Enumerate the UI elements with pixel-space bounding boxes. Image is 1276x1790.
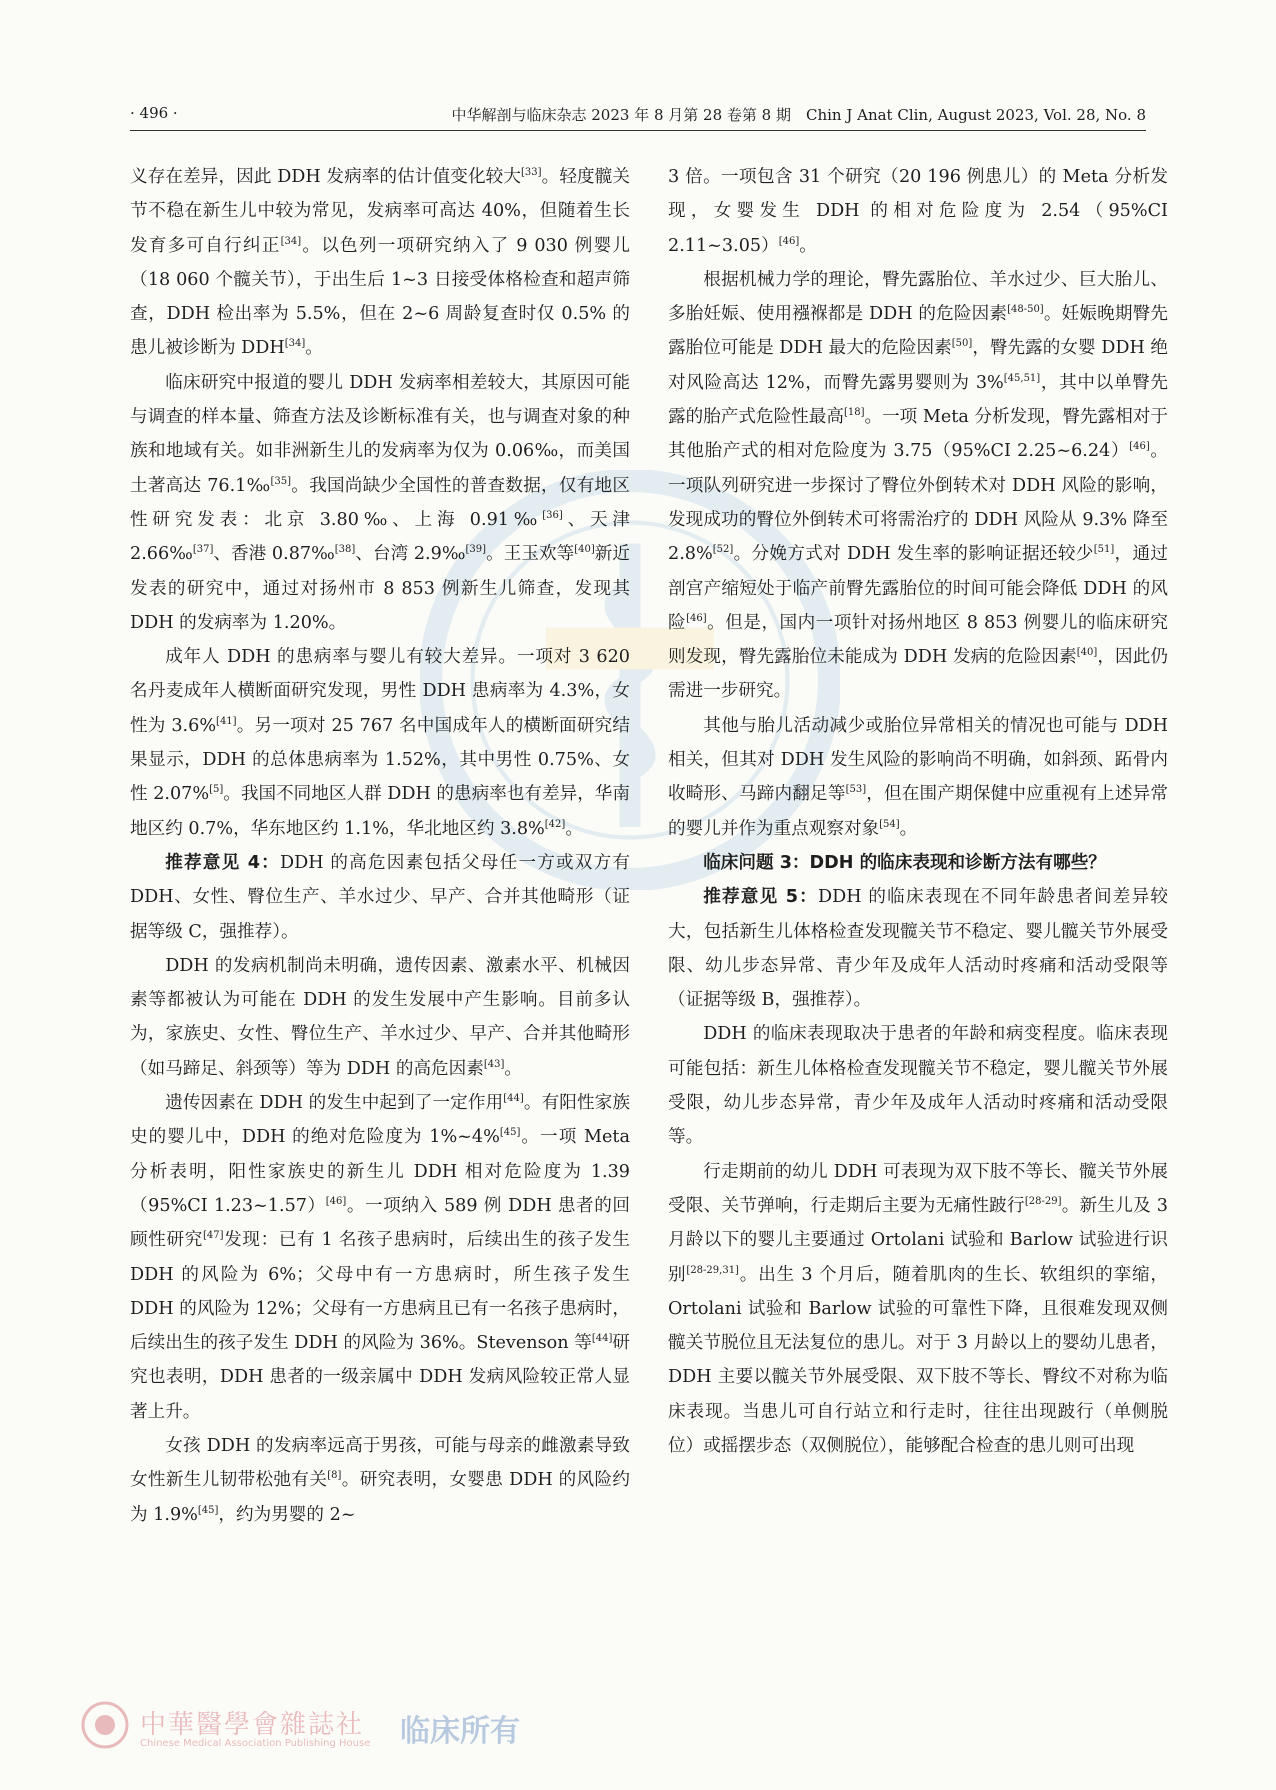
paragraph-text: 。妊娠晚期臀先露胎位可能是 DDH 最大的危险因素 <box>668 304 1168 359</box>
citation-ref[interactable]: [45,51] <box>1003 372 1041 384</box>
citation-ref[interactable]: [54] <box>879 818 900 830</box>
citation-ref[interactable]: [42] <box>544 818 566 830</box>
paragraph-text: 。我国尚缺少全国性的普查数据，仅有地区性研究发表：北京 3.80‰、上海 0.91‰ <box>130 475 630 530</box>
publisher-footer-logo <box>80 1700 620 1756</box>
paragraph-text: 、台湾 2.9‰ <box>355 544 466 565</box>
recommendation-text: DDH 的高危因素包括父母任一方或双方有 DDH、女性、臀位生产、羊水过少、早产、合并其他畸形（证据等级 C，强推荐）。 <box>130 852 630 942</box>
body-paragraph <box>668 160 1168 263</box>
publisher-name-en: Chinese Medical Association Publishing House <box>140 1738 371 1749</box>
paragraph-text: 义存在差异，因此 DDH 发病率的估计值变化较大 <box>130 167 522 187</box>
citation-ref[interactable]: [53] <box>845 784 867 796</box>
paragraph-text: 根据机械力学的理论，臀先露胎位、羊水过少、巨大胎儿、多胎妊娠、使用襁褓都是 DDH 的危险因素 <box>668 269 1168 325</box>
publisher-seal-icon <box>80 1700 130 1750</box>
section-heading <box>668 846 1168 880</box>
citation-ref[interactable]: [45] <box>197 1504 219 1516</box>
citation-ref[interactable]: [45] <box>499 1127 521 1139</box>
citation-ref[interactable]: [38] <box>334 544 356 556</box>
paragraph-text: 遗传因素在 DDH 的发生中起到了一定作用 <box>165 1093 504 1114</box>
paragraph-text: 。轻度髋关节不稳在新生儿中较为常见，发病率可高达 40%，但随着生长发育多可自行纠正 <box>130 167 630 256</box>
paragraph-text: 行走期前的幼儿 DDH 可表现为双下肢不等长、髋关节外展受限、关节弹响，行走期后主要为无痛性跛行 <box>668 1161 1168 1216</box>
citation-ref[interactable]: [44] <box>591 1333 613 1345</box>
page-number: · 496 · <box>130 104 178 122</box>
citation-ref[interactable]: [28-29,31] <box>686 1264 739 1276</box>
paragraph-text: ，但在围产期保健中应重视有上述异常的婴儿并作为重点观察对象 <box>668 784 1168 839</box>
paragraph-text: 。 <box>899 818 918 839</box>
citation-ref[interactable]: [41] <box>216 715 237 727</box>
body-paragraph <box>668 263 1168 709</box>
citation-ref[interactable]: [40] <box>1076 647 1098 659</box>
paragraph-text: DDH 的临床表现取决于患者的年龄和病变程度。临床表现可能包括：新生儿体格检查发现髋关节不稳定，婴儿髋关节外展受限，幼儿步态异常，青少年及成年人活动时疼痛和活动受限等。 <box>668 1024 1168 1148</box>
recommendation <box>668 880 1168 1017</box>
paragraph-text: 。 <box>565 818 583 839</box>
paragraph-text: 。 <box>799 235 817 256</box>
paragraph-text: 、天津 2.66‰ <box>130 509 630 565</box>
paragraph-text: ，因此仍需进一步研究。 <box>668 647 1168 702</box>
citation-ref[interactable]: [34] <box>284 338 306 350</box>
paragraph-text: 临床研究中报道的婴儿 DDH 发病率相差较大，其原因可能与调查的样本量、筛查方法及诊断标准有关，也与调查对象的种族和地域有关。如非洲新生儿的发病率为仅为 0.06‰，而美国土著高达 76.1‰ <box>130 372 630 496</box>
paragraph-text: DDH 的发病机制尚未明确，遗传因素、激素水平、机械因素等都被认为可能在 DDH 的发生发展中产生影响。目前多认为，家族史、女性、臀位生产、羊水过少、早产、合并其他畸形（如马蹄足、斜颈等）等为 DDH 的高危因素 <box>130 955 630 1079</box>
citation-ref[interactable]: [36] <box>542 510 563 522</box>
paragraph-text: 。一项 Meta 分析发现，臀先露相对于其他胎产式的相对危险度为 3.75（95%CI 2.25~6.24） <box>668 407 1168 462</box>
paragraph-text: 其他与胎儿活动减少或胎位异常相关的情况也可能与 DDH 相关，但其对 DDH 发生风险的影响尚不明确，如斜颈、跖骨内收畸形、马蹄内翻足等 <box>668 715 1168 805</box>
citation-ref[interactable]: [5] <box>209 784 224 796</box>
section-heading-text: 临床问题 3：DDH 的临床表现和诊断方法有哪些？ <box>703 852 1106 873</box>
paragraph-text: ，通过剖宫产缩短处于临产前臀先露胎位的时间可能会降低 DDH 的风险 <box>668 544 1168 633</box>
paragraph-text: 。出生 3 个月后，随着肌肉的生长、软组织的挛缩，Ortolani 试验和 Barlow 试验的可靠性下降，且很难发现双侧髋关节脱位且无法复位的患儿。对于 3 月龄以上的婴幼儿患者，DDH 主要以髋关节外展受限、双下肢不等长、臀纹不对称为临床表现。当患儿可自行站立和行走时，往往出现跛行（单侧脱位）或摇摆步态（双侧脱位），能够配合检查的患儿则可出现 <box>668 1264 1168 1456</box>
recommendation-label: 推荐意见 5： <box>703 887 818 908</box>
left-column <box>130 160 630 1532</box>
citation-ref[interactable]: [8] <box>327 1470 342 1482</box>
header-rule <box>130 130 1146 131</box>
citation-ref[interactable]: [48-50] <box>1007 304 1044 316</box>
citation-ref[interactable]: [43] <box>483 1058 505 1070</box>
citation-ref[interactable]: [37] <box>192 544 214 556</box>
paragraph-text: 新近发表的研究中，通过对扬州市 8 853 例新生儿筛查，发现其 DDH 的发病率为 1.20%。 <box>130 544 631 633</box>
body-paragraph <box>130 1429 630 1532</box>
paragraph-text: 。我国不同地区人群 DDH 的患病率也有差异，华南地区约 0.7%，华东地区约 1.1%，华北地区约 3.8% <box>130 784 630 839</box>
citation-ref[interactable]: [18] <box>843 407 865 419</box>
citation-ref[interactable]: [33] <box>521 167 542 179</box>
paragraph-text: ，臀先露的女婴 DDH 绝对风险高达 12%，而臀先露男婴则为 3% <box>668 338 1168 393</box>
citation-ref[interactable]: [44] <box>503 1093 524 1105</box>
paragraph-text: 。一项纳入 589 例 DDH 患者的回顾性研究 <box>130 1195 630 1251</box>
paragraph-text: ，约为男婴的 2~ <box>218 1504 356 1525</box>
citation-ref[interactable]: [46] <box>778 235 800 247</box>
paragraph-text: 。一项 Meta 分析表明，阳性家族史的新生儿 DDH 相对危险度为 1.39（95%CI 1.23~1.57） <box>130 1127 630 1216</box>
paragraph-text: 、香港 0.87‰ <box>213 544 335 565</box>
paragraph-text: 3 倍。一项包含 31 个研究（20 196 例患儿）的 Meta 分析发现，女婴发生 DDH 的相对危险度为 2.54（95%CI 2.11~3.05） <box>668 167 1168 256</box>
citation-ref[interactable]: [28-29] <box>1024 1196 1062 1208</box>
body-paragraph <box>668 1155 1168 1464</box>
body-paragraph <box>130 949 630 1086</box>
citation-ref[interactable]: [40] <box>574 544 595 556</box>
citation-ref[interactable]: [51] <box>1093 544 1115 556</box>
body-paragraph <box>130 640 630 846</box>
running-head: 中华解剖与临床杂志 2023 年 8 月第 28 卷第 8 期 Chin J Anat Clin, August 2023, Vol. 28, No. 8 <box>451 106 1146 124</box>
paragraph-text: 。新生儿及 3 月龄以下的婴儿主要通过 Ortolani 试验和 Barlow 试验进行识别 <box>668 1195 1168 1285</box>
body-paragraph <box>130 1086 630 1429</box>
paragraph-text: 。有阳性家族史的婴儿中，DDH 的绝对危险度为 1%~4% <box>130 1093 630 1148</box>
paragraph-text: 。分娩方式对 DDH 发生率的影响证据还较少 <box>733 544 1094 565</box>
citation-ref[interactable]: [46] <box>1129 441 1150 453</box>
citation-ref[interactable]: [47] <box>202 1230 224 1242</box>
paragraph-text: 研究也表明，DDH 患者的一级亲属中 DDH 发病风险较正常人显著上升。 <box>130 1333 630 1422</box>
publisher-name: 中華醫學會雜誌社 <box>140 1710 365 1740</box>
body-paragraph <box>668 1017 1168 1154</box>
recommendation-label: 推荐意见 4： <box>165 852 280 873</box>
citation-ref[interactable]: [39] <box>465 544 487 556</box>
citation-ref[interactable]: [50] <box>951 338 973 350</box>
citation-ref[interactable]: [34] <box>280 235 302 247</box>
paragraph-text: 发现：已有 1 名孩子患病时，后续出生的孩子发生 DDH 的风险为 6%；父母中有一方患病时，所生孩子发生 DDH 的风险为 12%；父母有一方患病且已有一名孩子患病时，后续出生的孩子发生 DDH 的风险为 36%。Stevenson 等 <box>130 1230 630 1354</box>
recommendation <box>130 846 630 949</box>
paragraph-text: 。另一项对 25 767 名中国成年人的横断面研究结果显示，DDH 的总体患病率为 1.52%，其中男性 0.75%、女性 2.07% <box>130 715 630 805</box>
citation-ref[interactable]: [46] <box>686 613 707 624</box>
platform-brand: 临床所有 <box>400 1714 520 1749</box>
citation-ref[interactable]: [35] <box>270 475 292 487</box>
body-paragraph <box>130 160 630 366</box>
paragraph-text: 。研究表明，女婴患 DDH 的风险约为 1.9% <box>130 1470 630 1525</box>
paragraph-text: 。王玉欢等 <box>486 544 575 565</box>
paragraph-text: 。但是，国内一项针对扬州地区 8 853 例婴儿的临床研究则发现，臀先露胎位未能成为 DDH 发病的危险因素 <box>668 612 1168 668</box>
paragraph-text: 。 <box>305 338 323 359</box>
paragraph-text: 女孩 DDH 的发病率远高于男孩，可能与母亲的雌激素导致女性新生儿韧带松弛有关 <box>130 1435 630 1491</box>
body-paragraph <box>668 709 1168 846</box>
body-paragraph <box>130 366 630 640</box>
paragraph-text: 成年人 DDH 的患病率与婴儿有较大差异。一项对 3 620 名丹麦成年人横断面研究发现，男性 DDH 患病率为 4.3%，女性为 3.6% <box>130 647 630 736</box>
paragraph-text: ，其中以单臀先露的胎产式危险性最高 <box>668 372 1168 428</box>
recommendation-text: DDH 的临床表现在不同年龄患者间差异较大，包括新生儿体格检查发现髋关节不稳定、婴儿髋关节外展受限、幼儿步态异常、青少年及成年人活动时疼痛和活动受限等（证据等级 B，强推荐）。 <box>668 887 1168 1011</box>
citation-ref[interactable]: [46] <box>325 1196 347 1208</box>
citation-ref[interactable]: [52] <box>712 544 734 556</box>
right-column <box>668 160 1168 1463</box>
page-header <box>0 0 1276 130</box>
paragraph-text: 。 <box>504 1058 522 1079</box>
paragraph-text: 。一项队列研究进一步探讨了臀位外倒转术对 DDH 风险的影响，发现成功的臀位外倒转术可将需治疗的 DDH 风险从 9.3% 降至 2.8% <box>668 441 1168 565</box>
paragraph-text: 。以色列一项研究纳入了 9 030 例婴儿（18 060 个髋关节），于出生后 1~3 日接受体格检查和超声筛查，DDH 检出率为 5.5%，但在 2~6 周龄复查时仅 0.5% 的患儿被诊断为 DDH <box>130 235 630 359</box>
